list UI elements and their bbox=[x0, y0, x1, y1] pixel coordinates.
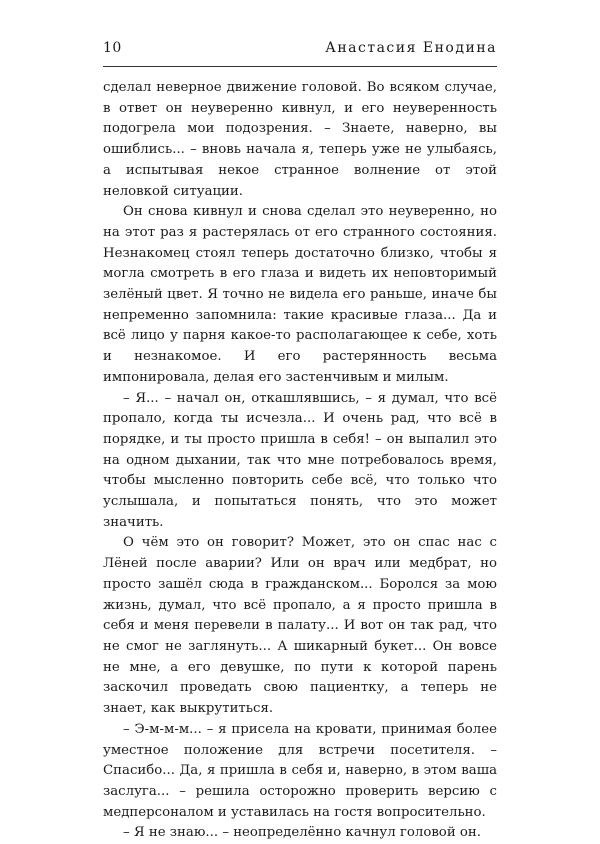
paragraph: – Я не знаю... – неопределённо качнул головой он. bbox=[123, 825, 481, 841]
page-number: 10 bbox=[103, 40, 122, 56]
paragraph: сделал неверное движение головой. Во всяком случае, в ответ он неуверенно кивнул, и его неуверенность подогрела мои подозрения. – Знаете, наверно, вы ошиблись... – вновь начала я, теперь уже не улыбаясь, а испытывая некое странное волнение от этой неловкой ситуации. bbox=[103, 80, 497, 199]
paragraph: Он снова кивнул и снова сделал это неуверенно, но на этот раз я растерялась от его странного состояния. Незнакомец стоял теперь достаточно близко, чтобы я могла смотреть в его глаза и видеть их неповторимый зелёный цвет. Я точно не видела его раньше, иначе бы непременно запомнила: такие красивые глаза... Да и всё лицо у парня какое-то располагающее к себе, хоть и незнакомое. И его растерянность весьма импонировала, делая его застенчивым и милым. bbox=[103, 204, 497, 385]
running-title: Анастасия Енодина bbox=[325, 40, 497, 56]
paragraph: – Э-м-м-м... – я присела на кровати, принимая более уместное положение для встречи посетителя. – Спасибо... Да, я пришла в себя и, наверно, в этом ваша заслуга... – решила осторожно проверить версию с медперсоналом и уставилась на гостя вопросительно. bbox=[103, 721, 497, 820]
paragraph: – Я... – начал он, откашлявшись, – я думал, что всё пропало, когда ты исчезла... И очень рад, что всё в порядке, и ты просто пришла в себя! – он выпалил это на одном дыхании, так что мне потребовалось время, чтобы мысленно повторить себе всё, что только что услышала, и попытаться понять, что это может значить. bbox=[103, 390, 497, 530]
paragraph: О чём это он говорит? Может, это он спас нас с Лёней после аварии? Или он врач или медбрат, но просто зашёл сюда в гражданском... Боролся за мою жизнь, думал, что всё пропало, а я просто пришла в себя и меня перевели в палату... И вот он так рад, что не смог не заглянуть... А шикарный букет... Он вовсе не мне, а его девушке, по пути к которой парень заскочил проведать свою пациентку, а теперь не знает, как выкрутиться. bbox=[103, 535, 497, 717]
header-rule bbox=[103, 66, 497, 67]
page-header bbox=[103, 40, 497, 62]
body-text bbox=[103, 78, 497, 844]
